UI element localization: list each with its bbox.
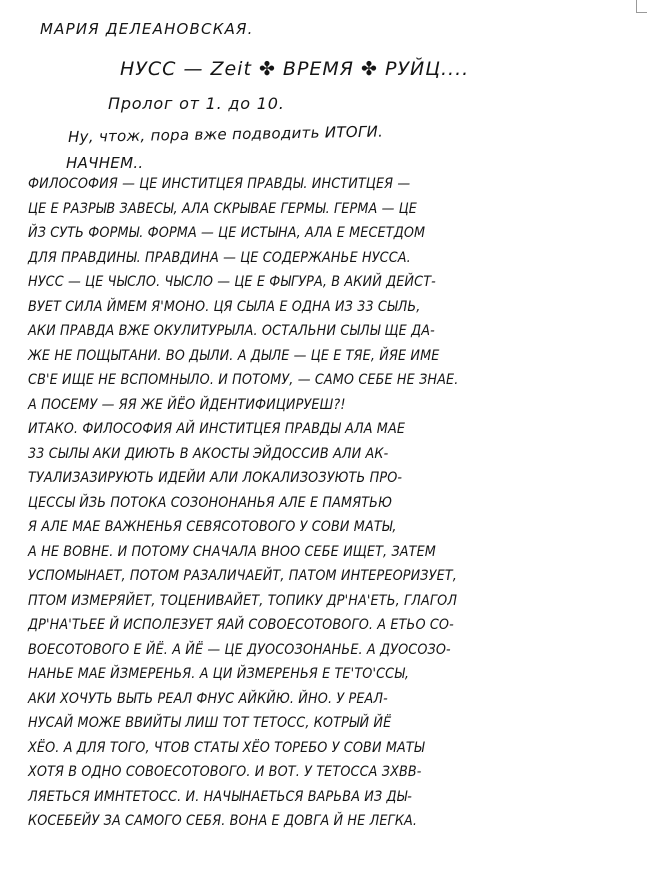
document-subtitle: Пролог от 1. до 10.	[108, 94, 285, 113]
body-line: СВ'Е ИЩЕ НЕ ВСПОМНЫЛО. И ПОТОМУ, — САМО СЕБЕ НЕ ЗНАЕ.	[28, 372, 459, 388]
body-line: ТУАЛИЗАЗИРУЮТЬ ИДЕЙИ АЛИ ЛОКАЛИЗОЗУЮТЬ ПРО-	[28, 470, 403, 486]
body-line: ХЁО. А ДЛЯ ТОГО, ЧТОВ СТАТЫ ХЁО ТОРЕБО У СОВИ МАТЫ	[28, 739, 425, 756]
body-line: ДР'НА'ТЬЕЕ Й ИСПОЛЕЗУЕТ ЯАЙ СОВОЕСОТОВОГО. А ЕТЬО СО-	[28, 617, 454, 633]
body-line: НУСС — ЦЕ ЧЫСЛО. ЧЫСЛО — ЦЕ Е ФЫГУРА, В АКИЙ ДЕЙСТ-	[28, 274, 436, 290]
body-line: ПТОМ ИЗМЕРЯЙЕТ, ТОЦЕНИВАЙЕТ, ТОПИКУ ДР'НА'ЕТЬ, ГЛАГОЛ	[28, 592, 458, 609]
body-line: ЛЯЕТЬСЯ ИМНТЕТОСС. И. НАЧЫНАЕТЬСЯ ВАРЬВА ИЗ ДЫ-	[28, 788, 413, 805]
body-line: НАНЬЕ МАЕ ЙЗМЕРЕНЬЯ. А ЦИ ЙЗМЕРЕНЬЯ Е ТЕ'ТО'ССЫ,	[28, 666, 410, 682]
body-line: НУСАЙ МОЖЕ ВВИЙТЫ ЛИШ ТОТ ТЕТОСС, КОТРЫЙ ЙЁ	[28, 715, 392, 731]
body-line: А ПОСЕМУ — ЯЯ ЖЕ ЙЁО ЙДЕНТИФИЦИРУЕШ?!	[28, 396, 346, 413]
body-line: ВУЕТ СИЛА ЙМЕМ Я'МОНО. ЦЯ СЫЛА Е ОДНА ИЗ 33 СЫЛЬ,	[28, 298, 421, 315]
body-line: 33 СЫЛЫ АКИ ДИЮТЬ В АКОСТЫ ЭЙДОССИВ АЛИ АК-	[28, 445, 389, 462]
body-line: Я АЛЕ МАЕ ВАЖНЕНЬЯ СЕВЯСОТОВОГО У СОВИ МАТЫ,	[28, 519, 397, 535]
body-line: ЖЕ НЕ ПОЩЫТАНИ. ВО ДЫЛИ. А ДЫЛЕ — ЦЕ Е ТЯЕ, ЙЯЕ ИМЕ	[28, 347, 440, 364]
body-line: ХОТЯ В ОДНО СОВОЕСОТОВОГО. И ВОТ. У ТЕТОССА ЗХВВ-	[28, 764, 422, 780]
body-line: ИТАКО. ФИЛОСОФИЯ АЙ ИНСТИТЦЕЯ ПРАВДЫ АЛА МАЕ	[28, 421, 406, 437]
body-line: КОСЕБЕЙУ ЗА САМОГО СЕБЯ. ВОНА Е ДОВГА Й НЕ ЛЕГКА.	[28, 813, 418, 829]
document-title: НУСС — Zeit ✤ ВРЕМЯ ✤ РУЙЦ....	[120, 58, 470, 80]
intro-line-1: Ну, чтож, пора вже подводить ИТОГИ.	[67, 122, 384, 146]
corner-mark	[636, 0, 647, 13]
body-line: ЙЗ СУТЬ ФОРМЫ. ФОРМА — ЦЕ ИСТЫНА, АЛА Е МЕСЕТДОМ	[28, 225, 426, 241]
body-line: ЦЕССЫ ЙЗЬ ПОТОКА СОЗОНОНАНЬЯ АЛЕ Е ПАМЯТЬЮ	[28, 494, 393, 511]
body-line: АКИ ПРАВДА ВЖЕ ОКУЛИТУРЫЛА. ОСТАЛЬНИ СЫЛЫ ЩЕ ДА-	[28, 323, 435, 339]
intro-line-2: НАЧНЕМ..	[66, 154, 144, 172]
body-line: ВОЕСОТОВОГО Е ЙЁ. А ЙЁ — ЦЕ ДУОСОЗОНАНЬЕ. А ДУОСОЗО-	[28, 641, 451, 658]
body-line: А НЕ ВОВНЕ. И ПОТОМУ СНАЧАЛА ВНОО СЕБЕ ИЩЕТ, ЗАТЕМ	[28, 543, 436, 560]
body-line: УСПОМЫНАЕТ, ПОТОМ РАЗАЛИЧАЕЙТ, ПАТОМ ИНТЕРЕОРИЗУЕТ,	[28, 568, 457, 584]
body-line: ФИЛОСОФИЯ — ЦЕ ИНСТИТЦЕЯ ПРАВДЫ. ИНСТИТЦЕЯ —	[28, 176, 411, 192]
author-name: МАРИЯ ДЕЛЕАНОВСКАЯ.	[40, 20, 254, 38]
body-line: ЦЕ Е РАЗРЫВ ЗАВЕСЫ, АЛА СКРЫВАЕ ГЕРМЫ. ГЕРМА — ЦЕ	[28, 200, 417, 217]
body-line: АКИ ХОЧУТЬ ВЫТЬ РЕАЛ ФНУС АЙКЙЮ. ЙНО. У РЕАЛ-	[28, 690, 388, 707]
body-line: ДЛЯ ПРАВДИНЫ. ПРАВДИНА — ЦЕ СОДЕРЖАНЬЕ НУССА.	[28, 249, 411, 266]
